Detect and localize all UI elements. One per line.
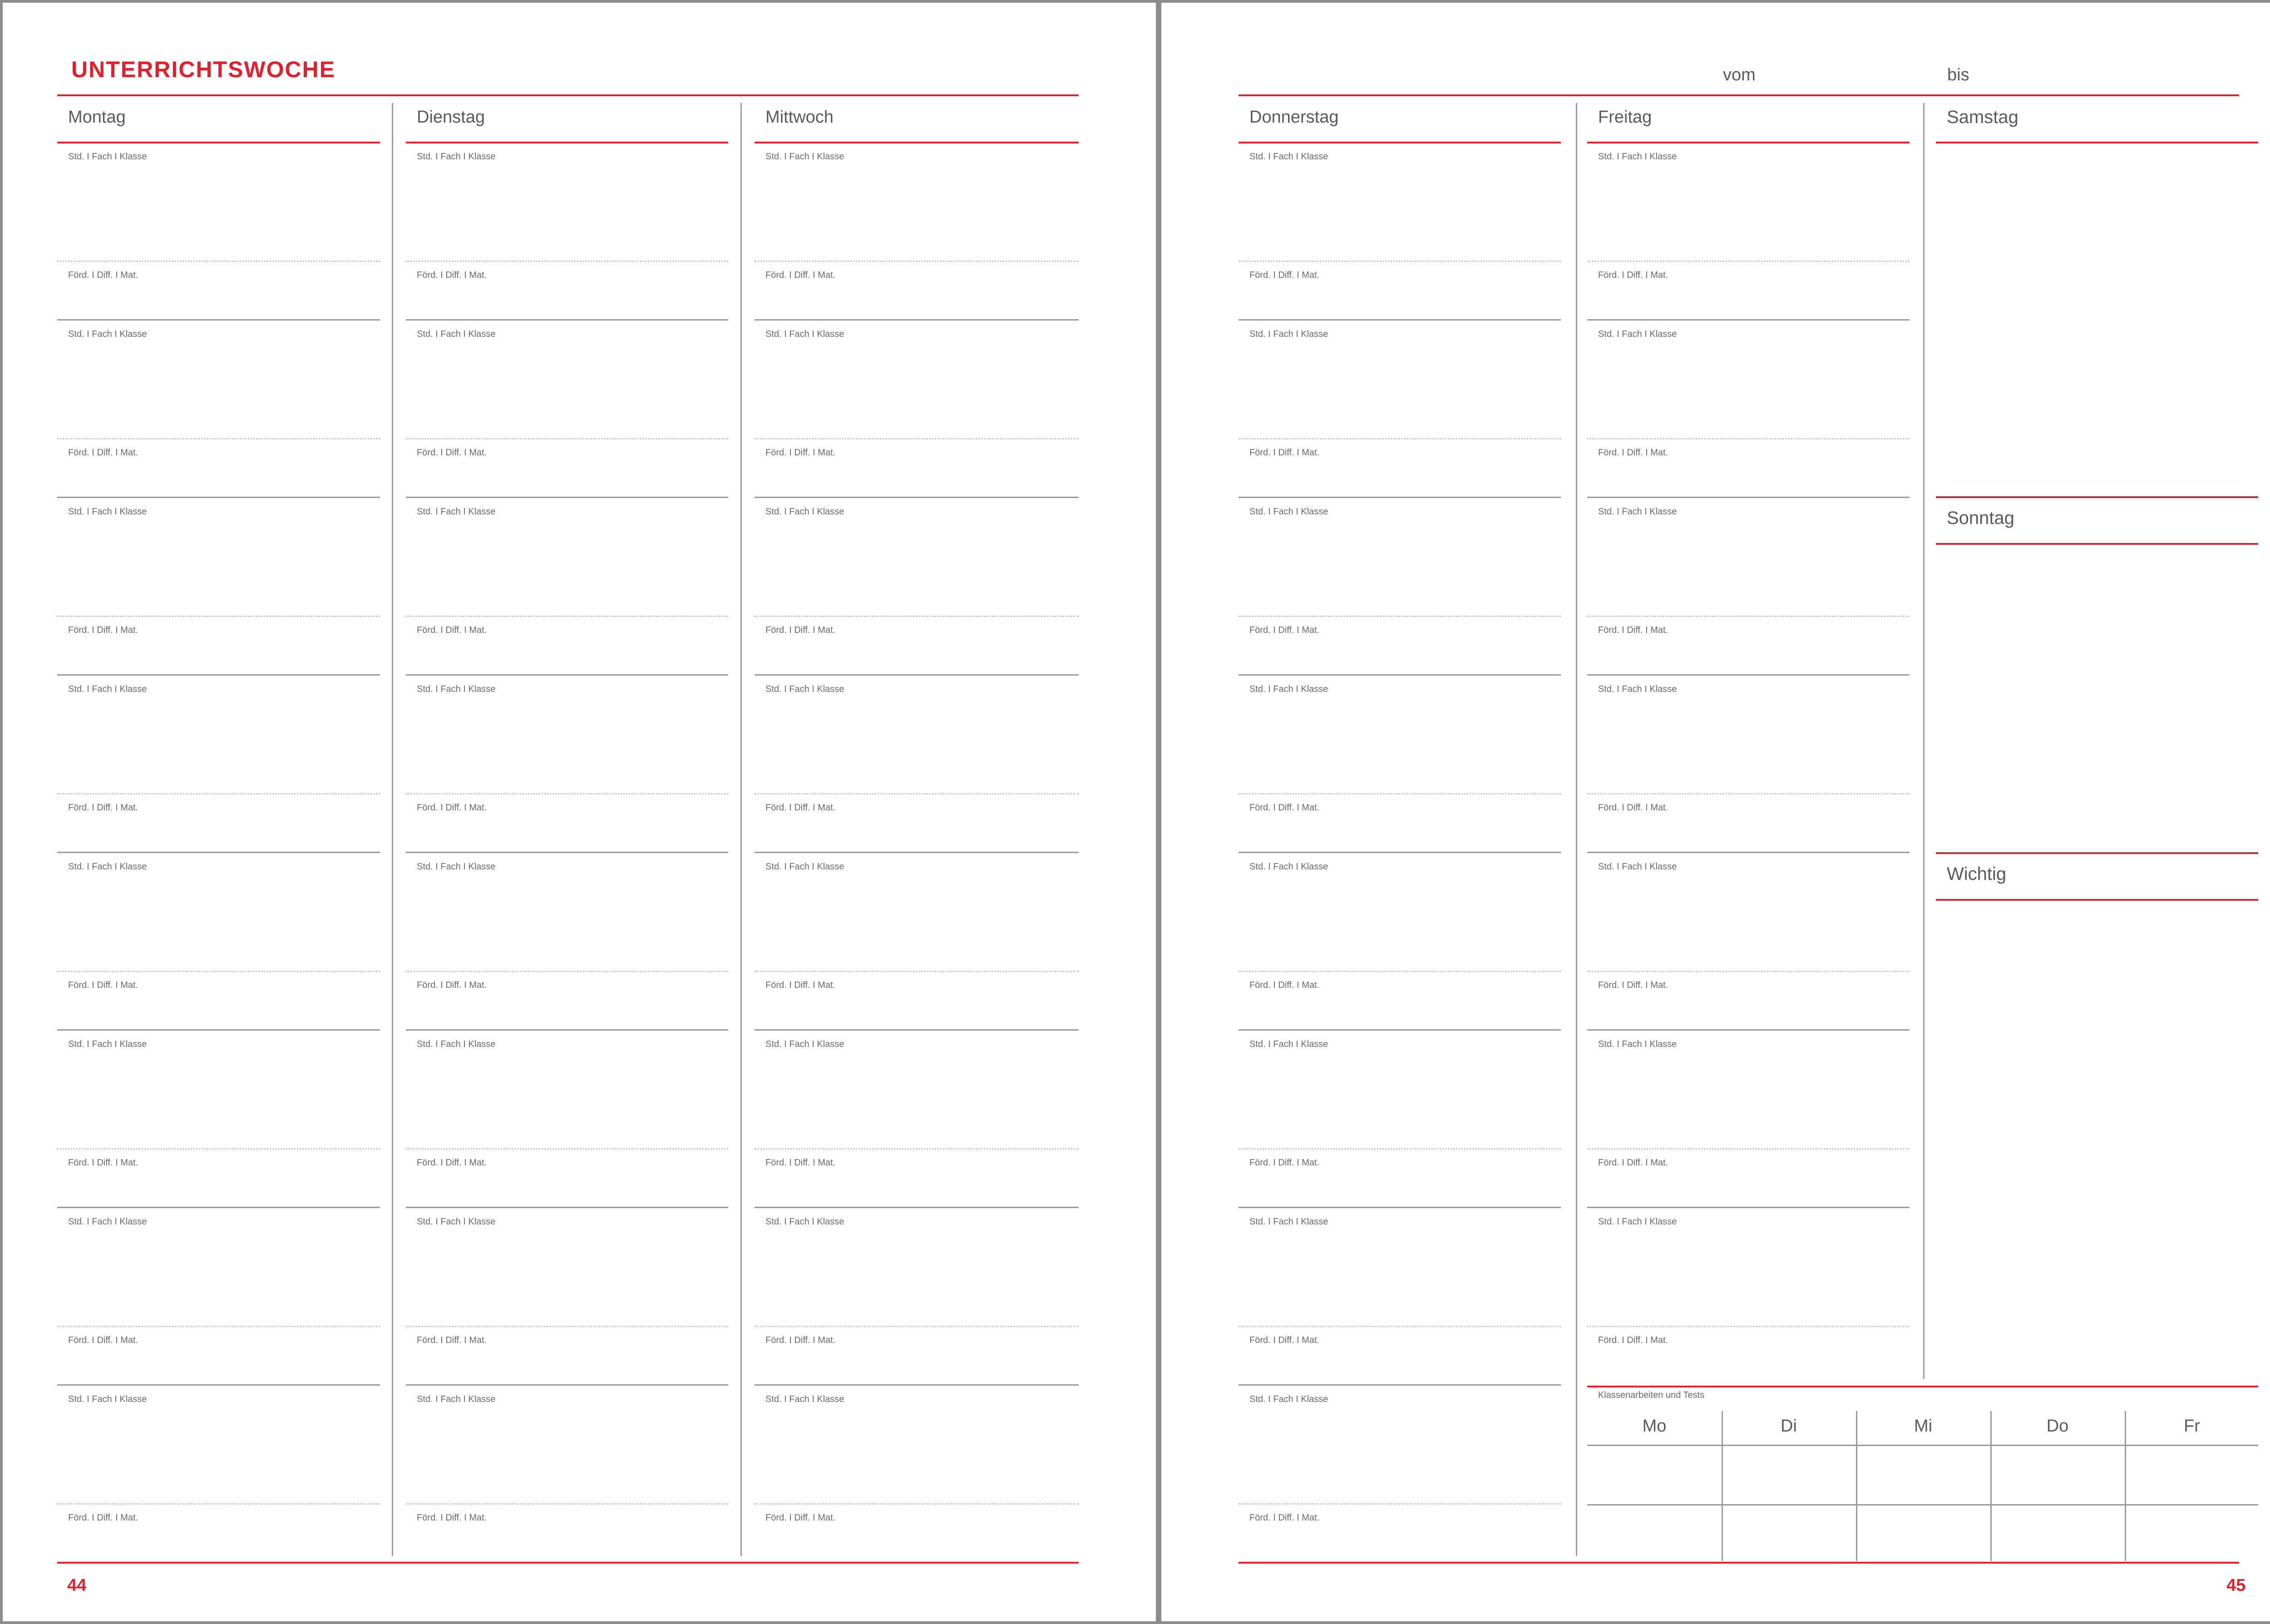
slot-label-ford-diff-mat: Förd. I Diff. I Mat.: [765, 1335, 836, 1345]
slot-label-ford-diff-mat: Förd. I Diff. I Mat.: [1598, 1335, 1668, 1345]
slot-label-ford-diff-mat: Förd. I Diff. I Mat.: [417, 1513, 487, 1523]
slot-dotted-rule: [1239, 261, 1561, 262]
tests-title: Klassenarbeiten und Tests: [1598, 1390, 1705, 1400]
slot-label-std-fach-klasse: Std. I Fach I Klasse: [68, 1394, 147, 1404]
slot-label-std-fach-klasse: Std. I Fach I Klasse: [1598, 152, 1677, 162]
tests-divider: [2125, 1411, 2126, 1561]
day-heading: Mittwoch: [765, 108, 834, 127]
tests-divider: [1990, 1411, 1992, 1561]
slot-label-std-fach-klasse: Std. I Fach I Klasse: [68, 152, 147, 162]
slot-dotted-rule: [57, 1503, 380, 1505]
slot-label-std-fach-klasse: Std. I Fach I Klasse: [765, 1039, 844, 1049]
wichtig-heading: Wichtig: [1947, 864, 2007, 884]
lesson-slot: [406, 320, 728, 498]
slot-label-ford-diff-mat: Förd. I Diff. I Mat.: [1598, 980, 1668, 990]
slot-dotted-rule: [1587, 1326, 1910, 1327]
slot-dotted-rule: [755, 793, 1079, 795]
slot-dotted-rule: [1587, 261, 1910, 262]
slot-dotted-rule: [1239, 793, 1561, 795]
slot-label-std-fach-klasse: Std. I Fach I Klasse: [68, 1217, 147, 1227]
lesson-slot: [1239, 498, 1561, 675]
lesson-slot: [1239, 1385, 1561, 1563]
slot-label-std-fach-klasse: Std. I Fach I Klasse: [1249, 1394, 1328, 1404]
lesson-slot: [1239, 1208, 1561, 1385]
slot-dotted-rule: [1239, 1148, 1561, 1150]
lesson-slot: [57, 675, 380, 853]
slot-label-std-fach-klasse: Std. I Fach I Klasse: [417, 507, 496, 517]
slot-label-ford-diff-mat: Förd. I Diff. I Mat.: [68, 803, 138, 813]
day-column-freitag: [1587, 100, 1910, 1381]
slot-label-ford-diff-mat: Förd. I Diff. I Mat.: [68, 1158, 138, 1168]
slot-dotted-rule: [57, 1148, 380, 1150]
lesson-slot: [1587, 1030, 1910, 1208]
header-rule: [1239, 94, 2239, 96]
lesson-slot: [1587, 498, 1910, 675]
lesson-slot: [1239, 675, 1561, 853]
slot-dotted-rule: [755, 616, 1079, 617]
slot-label-ford-diff-mat: Förd. I Diff. I Mat.: [417, 270, 487, 280]
lesson-slot: [755, 675, 1079, 853]
slot-dotted-rule: [1587, 971, 1910, 972]
slot-label-std-fach-klasse: Std. I Fach I Klasse: [1249, 329, 1328, 339]
footer-rule: [57, 1562, 1079, 1564]
slot-label-std-fach-klasse: Std. I Fach I Klasse: [417, 329, 496, 339]
slot-label-ford-diff-mat: Förd. I Diff. I Mat.: [1249, 625, 1320, 635]
tests-day-do: Do: [2046, 1417, 2069, 1436]
slot-label-std-fach-klasse: Std. I Fach I Klasse: [68, 329, 147, 339]
tests-day-mi: Mi: [1914, 1417, 1933, 1436]
slot-label-ford-diff-mat: Förd. I Diff. I Mat.: [1249, 1335, 1320, 1345]
slot-label-std-fach-klasse: Std. I Fach I Klasse: [765, 507, 844, 517]
slot-label-std-fach-klasse: Std. I Fach I Klasse: [765, 862, 844, 872]
lesson-slot: [755, 1208, 1079, 1385]
slot-label-ford-diff-mat: Förd. I Diff. I Mat.: [68, 1513, 138, 1523]
slot-label-std-fach-klasse: Std. I Fach I Klasse: [68, 684, 147, 694]
column-divider: [1923, 103, 1925, 1379]
lesson-slot: [1587, 320, 1910, 498]
sonntag-top-rule: [1936, 496, 2258, 498]
slot-dotted-rule: [406, 616, 728, 617]
slot-label-ford-diff-mat: Förd. I Diff. I Mat.: [1598, 1158, 1668, 1168]
slot-label-ford-diff-mat: Förd. I Diff. I Mat.: [1598, 803, 1668, 813]
column-divider: [740, 103, 742, 1556]
page-title: UNTERRICHTSWOCHE: [71, 57, 336, 82]
lesson-slot: [57, 1030, 380, 1208]
slot-dotted-rule: [1587, 438, 1910, 439]
slot-dotted-rule: [406, 1148, 728, 1150]
lesson-slot: [755, 853, 1079, 1030]
day-column-donnerstag: [1239, 100, 1561, 1559]
slot-dotted-rule: [1239, 438, 1561, 439]
lesson-slot: [1587, 1208, 1910, 1385]
bis-label: bis: [1947, 65, 1969, 84]
lesson-slot: [1239, 143, 1561, 320]
slot-label-ford-diff-mat: Förd. I Diff. I Mat.: [1249, 803, 1320, 813]
slot-dotted-rule: [755, 438, 1079, 439]
slot-label-ford-diff-mat: Förd. I Diff. I Mat.: [417, 1158, 487, 1168]
wichtig-rule: [1936, 899, 2258, 901]
lesson-slot: [406, 1208, 728, 1385]
slot-label-ford-diff-mat: Förd. I Diff. I Mat.: [417, 448, 487, 458]
lesson-slot: [406, 1030, 728, 1208]
slot-label-std-fach-klasse: Std. I Fach I Klasse: [1598, 329, 1677, 339]
footer-rule: [1239, 1562, 2239, 1564]
slot-label-std-fach-klasse: Std. I Fach I Klasse: [765, 1217, 844, 1227]
slot-label-std-fach-klasse: Std. I Fach I Klasse: [68, 862, 147, 872]
slot-label-std-fach-klasse: Std. I Fach I Klasse: [1249, 152, 1328, 162]
slot-label-ford-diff-mat: Förd. I Diff. I Mat.: [1598, 448, 1668, 458]
slot-dotted-rule: [57, 793, 380, 795]
slot-label-ford-diff-mat: Förd. I Diff. I Mat.: [417, 803, 487, 813]
slot-label-std-fach-klasse: Std. I Fach I Klasse: [1249, 1039, 1328, 1049]
slot-label-ford-diff-mat: Förd. I Diff. I Mat.: [765, 270, 836, 280]
tests-day-mo: Mo: [1642, 1417, 1667, 1436]
slot-label-ford-diff-mat: Förd. I Diff. I Mat.: [1249, 270, 1320, 280]
day-column-dienstag: [406, 100, 728, 1559]
slot-label-std-fach-klasse: Std. I Fach I Klasse: [1249, 684, 1328, 694]
lesson-slot: [1587, 675, 1910, 853]
lesson-slot: [57, 1385, 380, 1563]
day-heading: Montag: [68, 108, 126, 127]
slot-label-ford-diff-mat: Förd. I Diff. I Mat.: [1598, 625, 1668, 635]
lesson-slot: [1239, 853, 1561, 1030]
wichtig-top-rule: [1936, 852, 2258, 854]
lesson-slot: [755, 143, 1079, 320]
lesson-slot: [755, 498, 1079, 675]
day-column-mittwoch: [755, 100, 1079, 1559]
lesson-slot: [755, 1030, 1079, 1208]
slot-label-ford-diff-mat: Förd. I Diff. I Mat.: [68, 625, 138, 635]
slot-label-std-fach-klasse: Std. I Fach I Klasse: [417, 1394, 496, 1404]
tests-divider: [1722, 1411, 1723, 1561]
tests-day-fr: Fr: [2184, 1417, 2200, 1436]
slot-label-std-fach-klasse: Std. I Fach I Klasse: [765, 1394, 844, 1404]
lesson-slot: [1587, 143, 1910, 320]
left-page: [3, 3, 1156, 1621]
slot-label-ford-diff-mat: Förd. I Diff. I Mat.: [417, 980, 487, 990]
slot-dotted-rule: [755, 1148, 1079, 1150]
lesson-slot: [755, 320, 1079, 498]
slot-dotted-rule: [57, 1326, 380, 1327]
slot-label-ford-diff-mat: Förd. I Diff. I Mat.: [1249, 1513, 1320, 1523]
slot-label-std-fach-klasse: Std. I Fach I Klasse: [1598, 684, 1677, 694]
slot-label-std-fach-klasse: Std. I Fach I Klasse: [1249, 507, 1328, 517]
samstag-heading: Samstag: [1947, 107, 2018, 127]
slot-label-std-fach-klasse: Std. I Fach I Klasse: [417, 152, 496, 162]
slot-dotted-rule: [1239, 616, 1561, 617]
slot-label-std-fach-klasse: Std. I Fach I Klasse: [1598, 507, 1677, 517]
lesson-slot: [1239, 320, 1561, 498]
slot-label-ford-diff-mat: Förd. I Diff. I Mat.: [1249, 980, 1320, 990]
slot-label-ford-diff-mat: Förd. I Diff. I Mat.: [765, 625, 836, 635]
tests-header-rule: [1587, 1445, 2258, 1446]
slot-label-std-fach-klasse: Std. I Fach I Klasse: [417, 862, 496, 872]
slot-label-std-fach-klasse: Std. I Fach I Klasse: [1249, 862, 1328, 872]
slot-label-ford-diff-mat: Förd. I Diff. I Mat.: [1598, 270, 1668, 280]
sonntag-heading: Sonntag: [1947, 508, 2015, 528]
slot-dotted-rule: [1587, 616, 1910, 617]
slot-label-std-fach-klasse: Std. I Fach I Klasse: [1249, 1217, 1328, 1227]
lesson-slot: [57, 1208, 380, 1385]
slot-dotted-rule: [57, 261, 380, 262]
slot-label-std-fach-klasse: Std. I Fach I Klasse: [417, 684, 496, 694]
page-number: 44: [67, 1576, 87, 1595]
slot-label-ford-diff-mat: Förd. I Diff. I Mat.: [765, 803, 836, 813]
slot-dotted-rule: [1239, 971, 1561, 972]
samstag-rule: [1936, 142, 2258, 143]
slot-label-ford-diff-mat: Förd. I Diff. I Mat.: [417, 625, 487, 635]
lesson-slot: [57, 853, 380, 1030]
slot-dotted-rule: [755, 1326, 1079, 1327]
slot-dotted-rule: [406, 438, 728, 439]
slot-dotted-rule: [1239, 1503, 1561, 1505]
tests-day-di: Di: [1781, 1417, 1797, 1436]
lesson-slot: [406, 675, 728, 853]
day-heading: Dienstag: [417, 108, 485, 127]
slot-dotted-rule: [755, 971, 1079, 972]
day-heading: Donnerstag: [1249, 108, 1339, 127]
slot-label-ford-diff-mat: Förd. I Diff. I Mat.: [765, 1158, 836, 1168]
slot-dotted-rule: [57, 616, 380, 617]
slot-dotted-rule: [406, 1326, 728, 1327]
lesson-slot: [1587, 853, 1910, 1030]
slot-dotted-rule: [1587, 1148, 1910, 1150]
lesson-slot: [755, 1385, 1079, 1563]
slot-label-ford-diff-mat: Förd. I Diff. I Mat.: [68, 270, 138, 280]
right-page: [1161, 3, 2270, 1621]
slot-dotted-rule: [57, 971, 380, 972]
lesson-slot: [1239, 1030, 1561, 1208]
tests-row-rule: [1587, 1504, 2258, 1506]
tests-divider: [1856, 1411, 1857, 1561]
slot-label-ford-diff-mat: Förd. I Diff. I Mat.: [765, 448, 836, 458]
slot-label-ford-diff-mat: Förd. I Diff. I Mat.: [417, 1335, 487, 1345]
slot-label-std-fach-klasse: Std. I Fach I Klasse: [417, 1039, 496, 1049]
day-column-montag: [57, 100, 380, 1559]
lesson-slot: [406, 498, 728, 675]
slot-dotted-rule: [1587, 793, 1910, 795]
slot-dotted-rule: [755, 1503, 1079, 1505]
slot-label-std-fach-klasse: Std. I Fach I Klasse: [765, 329, 844, 339]
day-heading: Freitag: [1598, 108, 1652, 127]
sonntag-rule: [1936, 543, 2258, 545]
slot-dotted-rule: [1239, 1326, 1561, 1327]
title-rule: [57, 94, 1079, 96]
slot-dotted-rule: [406, 1503, 728, 1505]
lesson-slot: [406, 1385, 728, 1563]
slot-label-ford-diff-mat: Förd. I Diff. I Mat.: [765, 1513, 836, 1523]
slot-label-std-fach-klasse: Std. I Fach I Klasse: [1598, 862, 1677, 872]
slot-label-ford-diff-mat: Förd. I Diff. I Mat.: [68, 448, 138, 458]
slot-label-ford-diff-mat: Förd. I Diff. I Mat.: [1249, 1158, 1320, 1168]
vom-label: vom: [1723, 65, 1756, 84]
lesson-slot: [57, 143, 380, 320]
lesson-slot: [57, 320, 380, 498]
slot-label-std-fach-klasse: Std. I Fach I Klasse: [765, 684, 844, 694]
slot-label-std-fach-klasse: Std. I Fach I Klasse: [1598, 1039, 1677, 1049]
slot-dotted-rule: [57, 438, 380, 439]
slot-label-std-fach-klasse: Std. I Fach I Klasse: [68, 1039, 147, 1049]
lesson-slot: [406, 143, 728, 320]
lesson-slot: [406, 853, 728, 1030]
tests-top-rule: [1587, 1386, 2258, 1387]
slot-label-std-fach-klasse: Std. I Fach I Klasse: [1598, 1217, 1677, 1227]
slot-dotted-rule: [406, 971, 728, 972]
slot-dotted-rule: [406, 261, 728, 262]
slot-label-ford-diff-mat: Förd. I Diff. I Mat.: [68, 1335, 138, 1345]
slot-label-std-fach-klasse: Std. I Fach I Klasse: [765, 152, 844, 162]
slot-dotted-rule: [406, 793, 728, 795]
slot-label-ford-diff-mat: Förd. I Diff. I Mat.: [68, 980, 138, 990]
column-divider: [392, 103, 393, 1556]
slot-label-std-fach-klasse: Std. I Fach I Klasse: [417, 1217, 496, 1227]
page-number: 45: [2226, 1576, 2246, 1595]
column-divider: [1576, 103, 1577, 1556]
slot-label-ford-diff-mat: Förd. I Diff. I Mat.: [765, 980, 836, 990]
slot-label-ford-diff-mat: Förd. I Diff. I Mat.: [1249, 448, 1320, 458]
slot-label-std-fach-klasse: Std. I Fach I Klasse: [68, 507, 147, 517]
slot-dotted-rule: [755, 261, 1079, 262]
lesson-slot: [57, 498, 380, 675]
